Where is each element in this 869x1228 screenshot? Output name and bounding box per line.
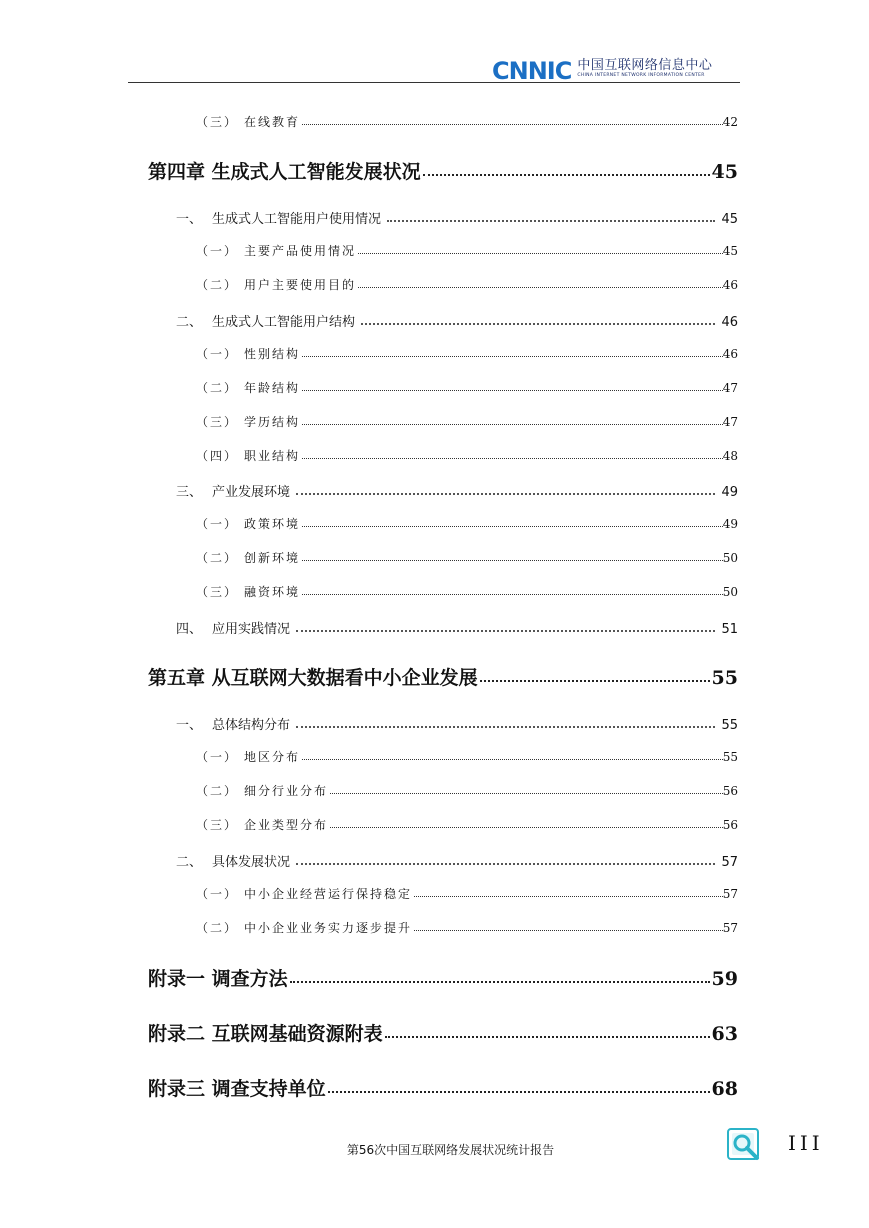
toc-page-number: 50 xyxy=(722,551,738,565)
logo-text xyxy=(577,58,712,79)
toc-entry-title: 用户主要使用目的 xyxy=(244,278,357,292)
toc-page-number: 42 xyxy=(722,115,738,129)
toc-entry-number: 一、 xyxy=(176,212,203,227)
toc-page-number: 55 xyxy=(711,667,738,689)
toc-dot-leader xyxy=(480,680,710,682)
toc-chapter-entry[interactable] xyxy=(148,1074,738,1101)
toc-entry-label xyxy=(196,583,300,600)
toc-entry-title: 中小企业经营运行保持稳定 xyxy=(244,887,413,901)
toc-subsection-entry[interactable] xyxy=(196,447,738,464)
toc-entry-label xyxy=(196,276,356,293)
toc-page-number: 46 xyxy=(722,278,738,292)
toc-entry-title: 地区分布 xyxy=(244,750,301,764)
toc-entry-title: 融资环境 xyxy=(244,585,301,599)
toc-dot-leader xyxy=(302,560,723,561)
toc-dot-leader xyxy=(387,220,715,222)
toc-dot-leader xyxy=(358,287,723,288)
toc-dot-leader xyxy=(302,390,723,391)
toc-entry-label xyxy=(176,481,290,500)
toc-entry-label: 第五章 从互联网大数据看中小企业发展 xyxy=(148,667,478,689)
toc-entry-label: 第四章 生成式人工智能发展状况 xyxy=(148,161,421,183)
toc-entry-label xyxy=(196,549,300,566)
toc-entry-title: 总体结构分布 xyxy=(212,718,291,733)
toc-entry-label xyxy=(196,447,300,464)
toc-entry-title: 产业发展环境 xyxy=(212,485,291,500)
toc-page-number: 46 xyxy=(722,347,738,361)
toc-entry-title: 生成式人工智能用户结构 xyxy=(212,315,356,330)
toc-dot-leader xyxy=(302,424,723,425)
toc-page-number: 57 xyxy=(722,921,738,935)
toc-subsection-entry[interactable] xyxy=(196,816,738,833)
toc-subsection-entry[interactable] xyxy=(196,113,738,130)
toc-subsection-entry[interactable] xyxy=(196,782,738,799)
toc-section-entry[interactable] xyxy=(176,851,738,870)
toc-entry-label xyxy=(196,413,300,430)
toc-page-number: 46 xyxy=(721,315,738,330)
toc-entry-title: 生成式人工智能用户使用情况 xyxy=(212,212,382,227)
toc-chapter-entry[interactable] xyxy=(148,663,738,690)
toc-entry-number: （二） xyxy=(196,921,239,935)
toc-page-number: 45 xyxy=(722,244,738,258)
toc-dot-leader xyxy=(302,124,723,125)
toc-dot-leader xyxy=(385,1036,710,1038)
toc-dot-leader xyxy=(302,759,723,760)
toc-subsection-entry[interactable] xyxy=(196,276,738,293)
toc-entry-title: 中小企业业务实力逐步提升 xyxy=(244,921,413,935)
toc-dot-leader xyxy=(302,526,723,527)
toc-entry-label xyxy=(176,851,290,870)
toc-dot-leader xyxy=(302,356,723,357)
toc-chapter-entry[interactable] xyxy=(148,964,738,991)
toc-subsection-entry[interactable] xyxy=(196,583,738,600)
toc-section-entry[interactable] xyxy=(176,481,738,500)
page-number: III xyxy=(788,1131,824,1155)
toc-entry-title: 年龄结构 xyxy=(244,381,301,395)
toc-subsection-entry[interactable] xyxy=(196,885,738,902)
toc-page-number: 63 xyxy=(711,1023,738,1045)
toc-page-number: 57 xyxy=(721,855,738,870)
toc-entry-label xyxy=(196,782,328,799)
toc-entry-number: 三、 xyxy=(176,485,203,500)
toc-page-number: 45 xyxy=(721,212,738,227)
toc-dot-leader xyxy=(296,493,715,495)
search-report-icon xyxy=(727,1128,761,1162)
toc-section-entry[interactable] xyxy=(176,618,738,637)
logo-english-name: CHINA INTERNET NETWORK INFORMATION CENTER xyxy=(577,73,705,78)
toc-dot-leader xyxy=(414,896,723,897)
toc-entry-number: （一） xyxy=(196,517,239,531)
toc-entry-label xyxy=(196,242,356,259)
toc-entry-number: （二） xyxy=(196,381,239,395)
toc-entry-title: 应用实践情况 xyxy=(212,622,291,637)
toc-dot-leader xyxy=(296,863,715,865)
toc-entry-number: 二、 xyxy=(176,855,203,870)
toc-entry-title: 学历结构 xyxy=(244,415,301,429)
toc-dot-leader xyxy=(358,253,723,254)
logo-chinese-name: 中国互联网络信息中心 xyxy=(577,58,713,73)
toc-chapter-entry[interactable] xyxy=(148,157,738,184)
toc-subsection-entry[interactable] xyxy=(196,748,738,765)
toc-entry-number: （三） xyxy=(196,585,239,599)
toc-subsection-entry[interactable] xyxy=(196,515,738,532)
toc-entry-number: 四、 xyxy=(176,622,203,637)
toc-entry-label xyxy=(176,208,381,227)
toc-entry-number: 一、 xyxy=(176,718,203,733)
toc-page-number: 47 xyxy=(722,415,738,429)
toc-dot-leader xyxy=(361,323,715,325)
toc-entry-title: 性别结构 xyxy=(244,347,301,361)
toc-entry-label xyxy=(176,311,355,330)
toc-subsection-entry[interactable] xyxy=(196,379,738,396)
toc-entry-title: 企业类型分布 xyxy=(244,818,329,832)
toc-entry-number: （三） xyxy=(196,115,239,129)
toc-subsection-entry[interactable] xyxy=(196,413,738,430)
toc-subsection-entry[interactable] xyxy=(196,242,738,259)
toc-page-number: 45 xyxy=(711,161,738,183)
toc-dot-leader xyxy=(330,827,723,828)
toc-subsection-entry[interactable] xyxy=(196,919,738,936)
toc-entry-title: 政策环境 xyxy=(244,517,301,531)
toc-page-number: 56 xyxy=(722,784,738,798)
logo-mark: CNNIC xyxy=(492,57,572,85)
toc-page-number: 57 xyxy=(722,887,738,901)
toc-dot-leader xyxy=(414,930,723,931)
footer-report-title: 第56次中国互联网络发展状况统计报告 xyxy=(346,1143,555,1157)
toc-entry-label xyxy=(196,345,300,362)
toc-entry-title: 主要产品使用情况 xyxy=(244,244,357,258)
toc-entry-number: 二、 xyxy=(176,315,203,330)
toc-entry-label: 附录二 互联网基础资源附表 xyxy=(148,1023,383,1045)
toc-dot-leader xyxy=(302,458,723,459)
cnnic-logo xyxy=(492,58,712,84)
toc-entry-label xyxy=(196,816,328,833)
toc-section-entry[interactable] xyxy=(176,311,738,330)
toc-entry-number: （二） xyxy=(196,551,239,565)
toc-entry-number: （一） xyxy=(196,347,239,361)
header-rule xyxy=(128,82,740,83)
toc-page-number: 47 xyxy=(722,381,738,395)
toc-subsection-entry[interactable] xyxy=(196,345,738,362)
toc-page-number: 68 xyxy=(711,1078,738,1100)
toc-chapter-entry[interactable] xyxy=(148,1019,738,1046)
toc-entry-label xyxy=(196,113,300,130)
toc-subsection-entry[interactable] xyxy=(196,549,738,566)
toc-page-number: 50 xyxy=(722,585,738,599)
toc-entry-label: 附录三 调查支持单位 xyxy=(148,1078,326,1100)
toc-section-entry[interactable] xyxy=(176,208,738,227)
toc-page-number: 51 xyxy=(721,622,738,637)
toc-dot-leader xyxy=(296,630,715,632)
toc-entry-number: （二） xyxy=(196,784,239,798)
toc-page-number: 49 xyxy=(721,485,738,500)
toc-entry-title: 在线教育 xyxy=(244,115,301,129)
toc-entry-title: 细分行业分布 xyxy=(244,784,329,798)
toc-dot-leader xyxy=(290,981,710,983)
toc-page-number: 55 xyxy=(722,750,738,764)
toc-entry-number: （一） xyxy=(196,887,239,901)
page-header xyxy=(0,0,869,90)
toc-entry-number: （二） xyxy=(196,278,239,292)
toc-entry-number: （三） xyxy=(196,415,239,429)
toc-page-number: 48 xyxy=(722,449,738,463)
toc-entry-label xyxy=(176,618,290,637)
toc-page-number: 56 xyxy=(722,818,738,832)
toc-entry-number: （一） xyxy=(196,750,239,764)
toc-page-number: 49 xyxy=(722,517,738,531)
toc-dot-leader xyxy=(296,726,715,728)
toc-entry-label xyxy=(196,885,412,902)
toc-dot-leader xyxy=(423,174,710,176)
toc-entry-title: 职业结构 xyxy=(244,449,301,463)
toc-entry-label xyxy=(196,919,412,936)
toc-dot-leader xyxy=(330,793,723,794)
toc-entry-label: 附录一 调查方法 xyxy=(148,968,288,990)
toc-entry-title: 创新环境 xyxy=(244,551,301,565)
toc-dot-leader xyxy=(302,594,723,595)
toc-entry-label xyxy=(196,515,300,532)
toc-entry-number: （一） xyxy=(196,244,239,258)
toc-dot-leader xyxy=(328,1091,710,1093)
toc-section-entry[interactable] xyxy=(176,714,738,733)
toc-entry-label xyxy=(196,379,300,396)
toc-page-number: 59 xyxy=(711,968,738,990)
toc-entry-title: 具体发展状况 xyxy=(212,855,291,870)
toc-entry-label xyxy=(176,714,290,733)
toc-entry-label xyxy=(196,748,300,765)
toc-page-number: 55 xyxy=(721,718,738,733)
toc-entry-number: （四） xyxy=(196,449,239,463)
toc-entry-number: （三） xyxy=(196,818,239,832)
